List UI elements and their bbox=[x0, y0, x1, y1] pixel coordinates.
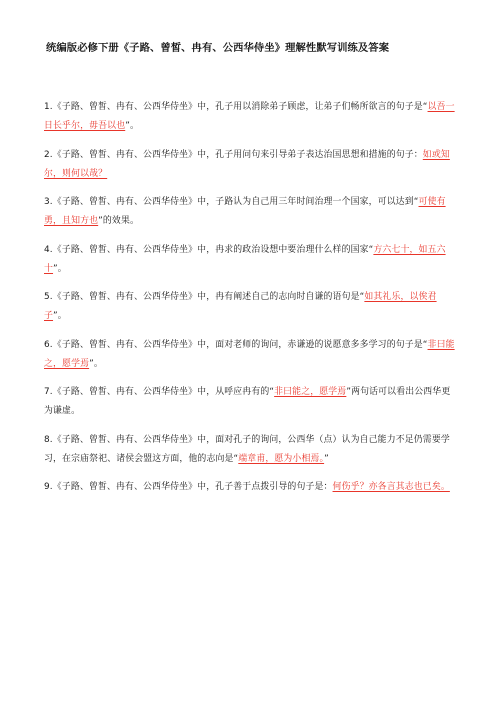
question-item-6 bbox=[44, 336, 456, 374]
question-item-7 bbox=[44, 383, 456, 421]
answer-text: 如或知尔，则何以哉？ bbox=[44, 149, 450, 179]
question-text: 1.《子路、曾皙、冉有、公西华侍坐》中，孔子用以消除弟子顾虑，让弟子们畅所欲言的句子是“ bbox=[44, 102, 428, 112]
question-text-end: ” bbox=[324, 453, 329, 464]
question-text: 8.《子路、曾皙、冉有、公西华侍坐》中，面对孔子的询问，公西华（点）认为自己能力不足仍需要学习，在宗庙祭祀、诸侯会盟这方面，他的志向是“ bbox=[44, 434, 450, 464]
question-item-4 bbox=[44, 241, 456, 279]
answer-text: 端章甫，愿为小相焉。 bbox=[238, 453, 325, 464]
page-title: 统编版必修下册《子路、曾皙、冉有、公西华侍坐》理解性默写训练及答案 bbox=[46, 42, 390, 54]
answer-text: 可使有勇，且知方也 bbox=[44, 197, 446, 226]
question-text-end: ”。 bbox=[53, 263, 67, 274]
answer-text: 非曰能之，愿学焉 bbox=[44, 339, 455, 369]
answer-text: 以吾一日长乎尔，毋吾以也 bbox=[44, 102, 455, 131]
question-text: 2.《子路、曾皙、冉有、公西华侍坐》中，孔子用问句来引导弟子表达治国思想和措施的句子： bbox=[44, 149, 423, 160]
question-item-8 bbox=[44, 431, 456, 469]
question-text-end: ”。 bbox=[125, 121, 140, 131]
answer-text: 何伤乎？亦各言其志也已矣。 bbox=[332, 482, 450, 492]
answer-text: 如其礼乐，以俟君子 bbox=[44, 292, 437, 321]
question-item-1 bbox=[44, 98, 456, 136]
question-text-end: ”。 bbox=[89, 358, 103, 369]
question-item-9 bbox=[44, 478, 456, 497]
question-text: 3.《子路、曾皙、冉有、公西华侍坐》中，子路认为自己用三年时间治理一个国家，可以达到“ bbox=[44, 197, 419, 207]
question-text: 5.《子路、曾皙、冉有、公西华侍坐》中，冉有阐述自己的志向时自谦的语句是“ bbox=[44, 292, 365, 302]
question-item-5 bbox=[44, 288, 456, 326]
question-text: 9.《子路、曾皙、冉有、公西华侍坐》中，孔子善于点拨引导的句子是： bbox=[44, 482, 333, 492]
answer-text: 方六七十，如五六十 bbox=[44, 244, 446, 274]
question-item-2 bbox=[44, 146, 456, 184]
question-text-end: ”。 bbox=[53, 311, 67, 321]
question-text: 6.《子路、曾皙、冉有、公西华侍坐》中，面对老师的询问，赤谦逊的说愿意多多学习的句子是“ bbox=[44, 339, 428, 350]
question-text: 7.《子路、曾皙、冉有、公西华侍坐》中，从呼应冉有的“ bbox=[44, 387, 275, 397]
question-text-end: ”的效果。 bbox=[98, 216, 140, 226]
question-text: 4.《子路、曾皙、冉有、公西华侍坐》中，冉求的政治设想中要治理什么样的国家“ bbox=[44, 244, 374, 255]
question-item-3 bbox=[44, 193, 456, 231]
question-text-end: ”两句话可以看出公西华更为谦虚。 bbox=[44, 387, 451, 416]
answer-text: 非曰能之，愿学焉 bbox=[274, 387, 347, 397]
